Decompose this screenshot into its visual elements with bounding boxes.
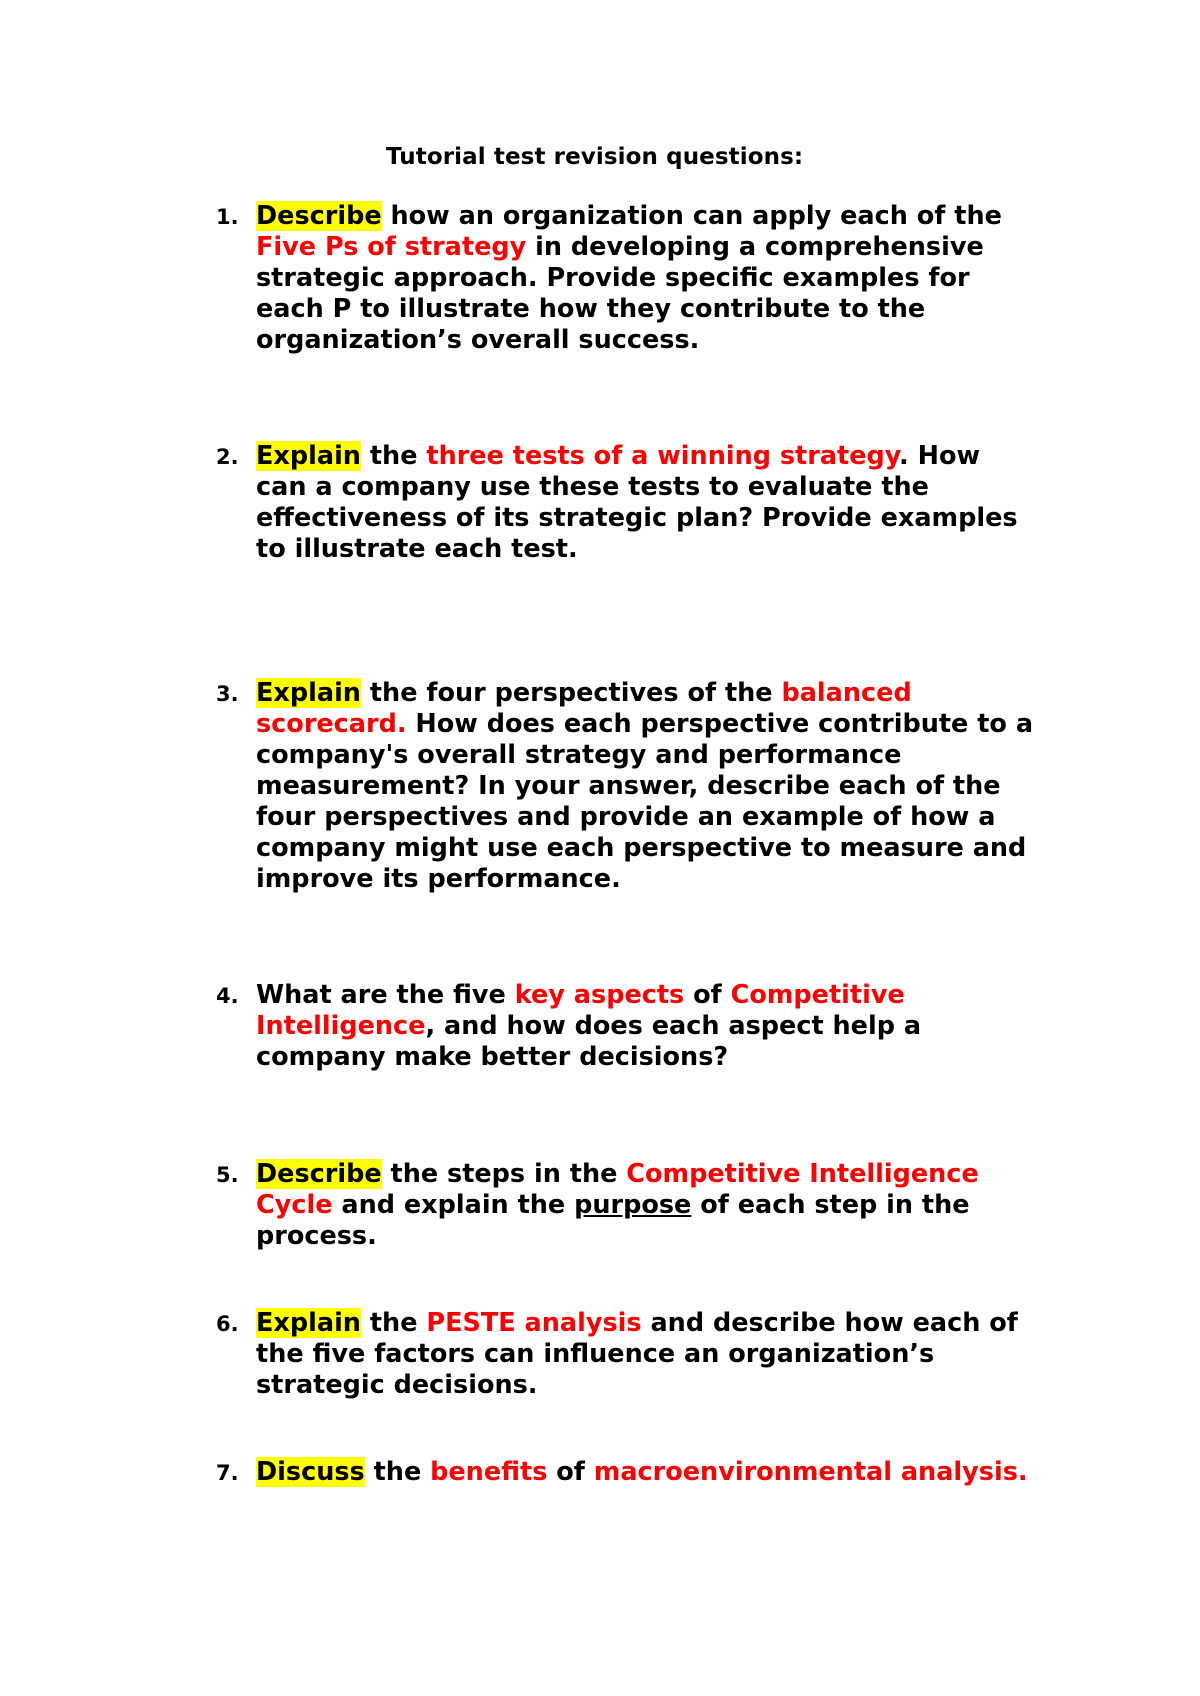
text-segment: How does each perspective contribute to a [406, 709, 1034, 739]
question-line [256, 201, 1076, 232]
text-segment: of each step in the [691, 1190, 970, 1220]
question-text [256, 980, 1076, 1073]
key-term: macroenvironmental analysis. [593, 1457, 1028, 1487]
text-segment: in developing a comprehensive [526, 232, 984, 262]
text-segment: the steps in the [381, 1159, 627, 1189]
key-term: balanced [781, 678, 912, 708]
question-text [256, 1308, 1076, 1401]
question-line [256, 1457, 1076, 1488]
text-segment: company make better decisions? [256, 1042, 729, 1072]
text-segment: strategic approach. Provide specific examples for [256, 263, 970, 293]
question-line [256, 1370, 1076, 1401]
question-line [256, 1011, 1076, 1042]
highlighted-verb: Discuss [256, 1457, 365, 1487]
question-line [256, 1308, 1076, 1339]
question-number: 1. [216, 205, 239, 229]
key-term: three tests of a winning strategy [426, 441, 900, 471]
highlighted-verb: Explain [256, 1308, 361, 1338]
question-text [256, 1457, 1076, 1488]
text-segment: and explain the [332, 1190, 575, 1220]
highlighted-verb: Explain [256, 441, 361, 471]
text-segment: company's overall strategy and performance [256, 740, 902, 770]
highlighted-verb: Explain [256, 678, 361, 708]
text-segment: of [547, 1457, 594, 1487]
key-term: Intelligence [256, 1011, 426, 1041]
text-segment: each P to illustrate how they contribute to the [256, 294, 926, 324]
key-term: key aspects [514, 980, 685, 1010]
question-line [256, 472, 1076, 503]
question-line [256, 709, 1076, 740]
question-line [256, 263, 1076, 294]
question-text [256, 201, 1076, 356]
text-segment: the [360, 441, 427, 471]
text-segment: . How [899, 441, 981, 471]
text-segment: improve its performance. [256, 864, 621, 894]
question-line [256, 864, 1076, 895]
question-number: 2. [216, 445, 239, 469]
question-line [256, 740, 1076, 771]
question-number: 4. [216, 984, 239, 1008]
text-segment: the [364, 1457, 431, 1487]
page-title: Tutorial test revision questions: [386, 144, 804, 170]
question-text [256, 441, 1076, 565]
text-segment: What are the five [256, 980, 515, 1010]
question-text [256, 678, 1076, 895]
highlighted-verb: Describe [256, 201, 382, 231]
question-number: 5. [216, 1163, 239, 1187]
question-line [256, 1159, 1076, 1190]
text-segment: the four perspectives of the [360, 678, 782, 708]
question-line [256, 980, 1076, 1011]
question-number: 7. [216, 1461, 239, 1485]
key-term: benefits [430, 1457, 548, 1487]
text-segment: , and how does each aspect help a [425, 1011, 922, 1041]
underlined-term: purpose [574, 1190, 692, 1220]
text-segment: process. [256, 1221, 377, 1251]
key-term: scorecard. [256, 709, 407, 739]
key-term: Five Ps of strategy [256, 232, 527, 262]
text-segment: organization’s overall success. [256, 325, 700, 355]
question-line [256, 325, 1076, 356]
text-segment: strategic decisions. [256, 1370, 538, 1400]
question-line [256, 1042, 1076, 1073]
question-line [256, 503, 1076, 534]
question-number: 6. [216, 1312, 239, 1336]
question-number: 3. [216, 682, 239, 706]
text-segment: the five factors can influence an organization’s [256, 1339, 935, 1369]
question-text [256, 1159, 1076, 1252]
text-segment: the [360, 1308, 427, 1338]
text-segment: and describe how each of [641, 1308, 1018, 1338]
question-line [256, 441, 1076, 472]
text-segment: measurement? In your answer, describe each of the [256, 771, 1001, 801]
question-line [256, 1190, 1076, 1221]
text-segment: effectiveness of its strategic plan? Provide examples [256, 503, 1018, 533]
key-term: Cycle [256, 1190, 333, 1220]
question-line [256, 1221, 1076, 1252]
question-line [256, 232, 1076, 263]
text-segment: four perspectives and provide an example of how a [256, 802, 996, 832]
highlighted-verb: Describe [256, 1159, 382, 1189]
text-segment: company might use each perspective to measure and [256, 833, 1027, 863]
question-line [256, 534, 1076, 565]
question-line [256, 678, 1076, 709]
key-term: Competitive Intelligence [626, 1159, 979, 1189]
text-segment: to illustrate each test. [256, 534, 578, 564]
text-segment: of [684, 980, 731, 1010]
text-segment: can a company use these tests to evaluate the [256, 472, 929, 502]
question-line [256, 771, 1076, 802]
question-line [256, 294, 1076, 325]
question-line [256, 1339, 1076, 1370]
key-term: PESTE analysis [426, 1308, 642, 1338]
question-line [256, 802, 1076, 833]
key-term: Competitive [730, 980, 905, 1010]
text-segment: how an organization can apply each of the [381, 201, 1002, 231]
question-line [256, 833, 1076, 864]
